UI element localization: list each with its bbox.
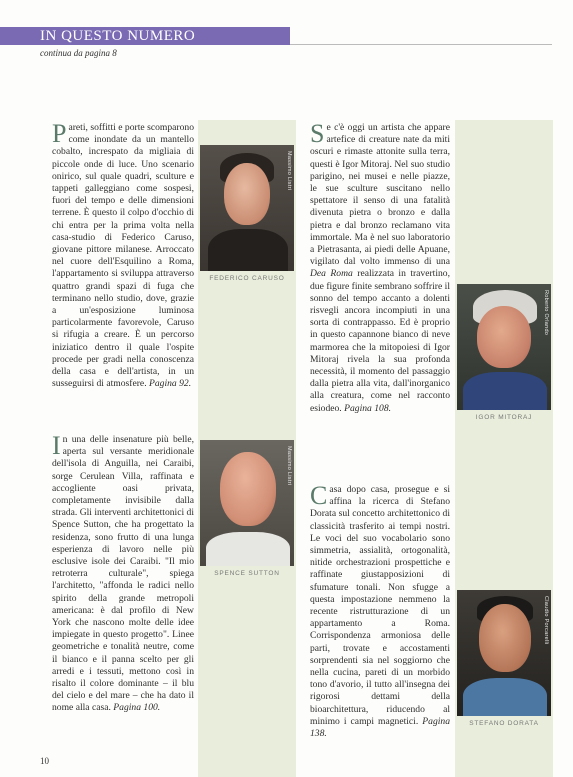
- page-reference[interactable]: Pagina 138.: [310, 715, 450, 740]
- article-text: e c'è oggi un artista che appare artefice di creature nate da miti oscuri e rimaste attonite sulla terra, questi è Igor Mitoraj. Nel suo studio parigino, nei musei e nelle piazze, le sue sculture suscitano nello spettatore il senso di una fatalità divenuta pietra o bronzo e dalla pietra e dal bronzo reclamano vita immortale. Ma è nel suo laboratorio a Pietrasanta, ai piedi delle Apuane, vigilato dal volto immenso di una: [310, 122, 450, 268]
- article-text-continued: realizzata in travertino, due figure finite sembrano soffrire il sonno del tempo accanto a dolenti risvegli ancora incompiuti in una sorta di contrappasso. Ed è proprio in questo capannone bianco di neve marmorea che la mitopoiesi di Igor Mitoraj rivela la sua profonda necessità, il momento del passaggio dalla pietra alla vita, dall'inorganico alla creatura, come nel racconto esiodeo.: [310, 268, 451, 414]
- dropcap: P: [52, 119, 67, 148]
- portrait-photo: [200, 440, 294, 566]
- page-reference[interactable]: Pagina 100.: [113, 702, 161, 714]
- photo-caption: IGOR MITORAJ: [475, 414, 533, 421]
- photo-credit: Massimo Listri: [286, 446, 292, 486]
- page-number: 10: [40, 756, 49, 766]
- portrait-photo: [200, 145, 294, 271]
- page-reference[interactable]: Pagina 108.: [344, 402, 392, 414]
- dropcap: C: [310, 481, 328, 510]
- article-dorata: [310, 481, 450, 740]
- dropcap: I: [52, 431, 61, 460]
- section-title: IN QUESTO NUMERO: [40, 28, 196, 44]
- photo-credit: Roberto Orlando: [543, 290, 549, 336]
- article-text: areti, soffitti e porte scomparono come inondate da un mantello cobalto, increspato da migliaia di piccole onde di luce. Uno scenario onirico, sul quale quadri, sculture e tappeti galleggiano come sospesi, fuori del tempo e delle dimensioni terrene. È questo il colpo d'occhio di chi entra per la prima volta nella casa-studio di Federico Caruso, giovane pittore milanese. Arroccato nel cuore dell'Esquilino a Roma, l'appartamento si sviluppa attraverso quattro grandi spazi di fuga che terminano nello studio, dove, grazie a un'esposizione luminosa particolarmente favorevole, Caruso si rifugia a creare. È un percorso iniziatico dentro il quale l'ospite procede per gradi nella conoscenza della casa e dell'artista, in un susseguirsi di atmosfere.: [52, 122, 194, 390]
- article-mitoraj: [310, 119, 451, 415]
- header-rule: [290, 44, 552, 45]
- portrait-photo: [457, 590, 551, 716]
- portrait-photo: [457, 284, 551, 410]
- article-sutton: [52, 431, 194, 715]
- page-reference[interactable]: Pagina 92.: [149, 378, 192, 390]
- photo-caption: FEDERICO CARUSO: [209, 275, 285, 282]
- artwork-title: Dea Roma: [310, 268, 353, 280]
- continued-note: continua da pagina 8: [40, 48, 117, 58]
- article-text: n una delle insenature più belle, aperta sul versante meridionale dell'isola di Anguilla, nei Caraibi, sorge Cerulean Villa, raffinata e accogliente oasi privata, completamente invisibile dalla strada. Gli interventi architettonici di Spence Sutton, che ha progettato la residenza, sono frutto di una lunga esperienza di lavoro nelle più esclusive isole dei Caraibi. "Il mio retroterra culturale", spiega l'architetto, "affonda le radici nello spirito della grande metropoli americana: è dal profilo di New York che nascono molte delle idee impiegate in questo progetto". Linee geometriche e tonalità neutre, come il bianco e il panna scelto per gli arredi e i tessuti, mettono così in risalto il colore dominante – il blu del cielo e del mare – che ha dato il nome alla casa.: [52, 434, 194, 714]
- photo-credit: Claudio Porcarelli: [543, 596, 549, 645]
- article-text: asa dopo casa, prosegue e si affina la ricerca di Stefano Dorata sul concetto architettonico di classicità trasferito ai tempi nostri. Le voci del suo vocabolario sono simmetria, assialità, ortogonalità, nitide orchestrazioni prospettiche e raffinate giustapposizioni di sfumature tonali. Non sfugge a questa impostazione nemmeno la recente ristrutturazione di un appartamento a Roma. Corrispondenza armoniosa delle parti, trovate e accostamenti sorprendenti sia nel soggiorno che nella cucina, pareti di un morbido tono d'avorio, il tutto all'insegna dei rigorosi dettami della bioarchitettura, riducendo al minimo i campi magnetici.: [310, 484, 450, 727]
- photo-credit: Massimo Listri: [286, 151, 292, 191]
- dropcap: S: [310, 119, 325, 148]
- article-caruso: [52, 119, 194, 390]
- photo-caption: SPENCE SUTTON: [214, 570, 280, 577]
- photo-caption: STEFANO DORATA: [469, 720, 539, 727]
